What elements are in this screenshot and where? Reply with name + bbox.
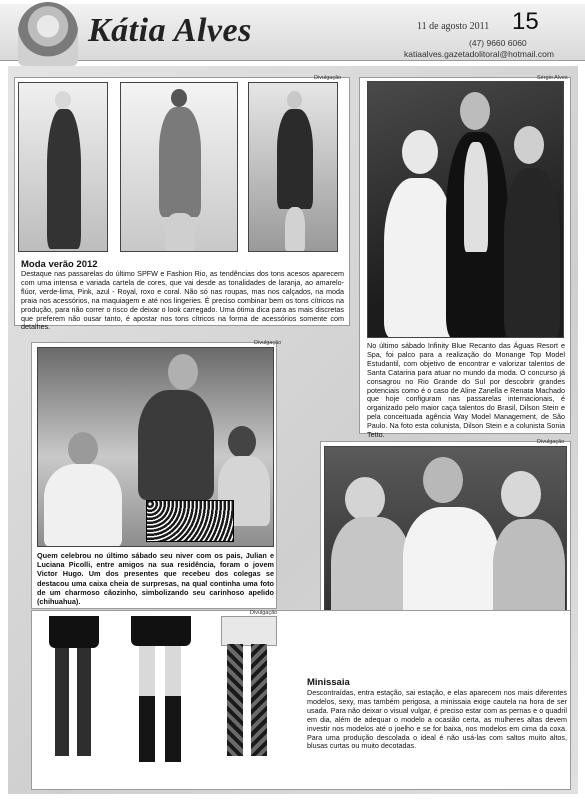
moda-heading: Moda verão 2012 (21, 259, 98, 270)
minissaia-photo-credit: Divulgação (250, 610, 278, 616)
infinity-group-photo (367, 81, 564, 338)
runway-photo-3 (248, 82, 338, 252)
contact-email: katiaalves.gazetadolitoral@hotmail.com (404, 49, 554, 59)
minissaia-legs-photo (35, 616, 297, 788)
victor-photo-credit: Divulgação (254, 340, 282, 346)
minissaia-text: Descontraídas, entra estação, sai estação, e elas aparecem nos mais diferentes modelos, sexy, mas também perigosa, a minissaia exige cautela na hora de ser usada. Para não deixar o visual vulgar, é preciso estar com as pernas e o quadril em dia, além de adequar o modelo a ocasião certa, as mulheres altas devem investir nos modelos até o joelho e se for baixa, nos modelos em cima da coxa. Para uma produção descolada o ideal é não usá-las com saltos muito altos, blusas curtas ou muito decotadas. (307, 688, 567, 751)
emersom-photo (324, 446, 567, 631)
birthday-photo (37, 347, 274, 547)
issue-date: 11 de agosto 2011 (417, 21, 490, 32)
emersom-photo-credit: Divulgação (537, 439, 565, 445)
contact-phone: (47) 9660 6060 (469, 38, 527, 48)
page-number: 15 (512, 8, 539, 35)
infinity-photo-credit: Sérgio Alves (537, 75, 568, 81)
moda-photo-credit: Divulgação (314, 75, 342, 81)
column-title: Kátia Alves (88, 12, 252, 49)
infinity-text: No último sábado Infinity Blue Recanto das Águas Resort e Spa, foi palco para a realização do Monange Top Model Estudantil, com objetivo de encontrar e valorizar talentos de Santa Catarina para atuar no mundo da moda. O concurso já consagrou no Rio Grande do Sul por descobrir grandes potenciais como é o caso de Aline Zanella e Renata Machado que hoje configuram nas passarelas internacionais, é organizado pelo maior caça talentos do Brasil, Dilson Stein e pela conceituada agência Way Model Management, de São Paulo. Na foto esta colunista, Dilson Stein e a colunista Sonia Tetto. (367, 341, 565, 440)
runway-photo-2 (120, 82, 238, 252)
columnist-avatar (18, 2, 78, 66)
minissaia-heading: Minissaia (307, 677, 350, 688)
moda-text: Destaque nas passarelas do último SPFW e Fashion Rio, as tendências dos tons acesos aparecem com uma intensa e variada cartela de cores, que vai desde as tonalidades de laranja, ao amarelo-flúor, verde-lima, Pink, azul - Royal, roxo e coral. Não só nas roupas, mas nos calçados, na moda praia nos acessórios, na maquiagem e até nos lingeries. É preciso combinar bem os tons cítricos na produção, para não correr o risco de deixar o look carregado. Uma ótima dica para as mais discretas que preferem não ousar tanto, é apostar nos tons cítricos na forma de acessórios somente com detalhes. (21, 269, 344, 332)
runway-photo-1 (18, 82, 108, 252)
victor-text: Quem celebrou no último sábado seu niver com os pais, Julian e Luciana Picolli, entre amigos na sua residência, foram o jovem Victor Hugo. Um dos presentes que recebeu dos colegas se destacou uma caixa cheia de surpresas, na qual continha uma foto de um charmoso cãozinho, simbolizando seu carinhoso apelido (chihuahua). (37, 551, 274, 607)
